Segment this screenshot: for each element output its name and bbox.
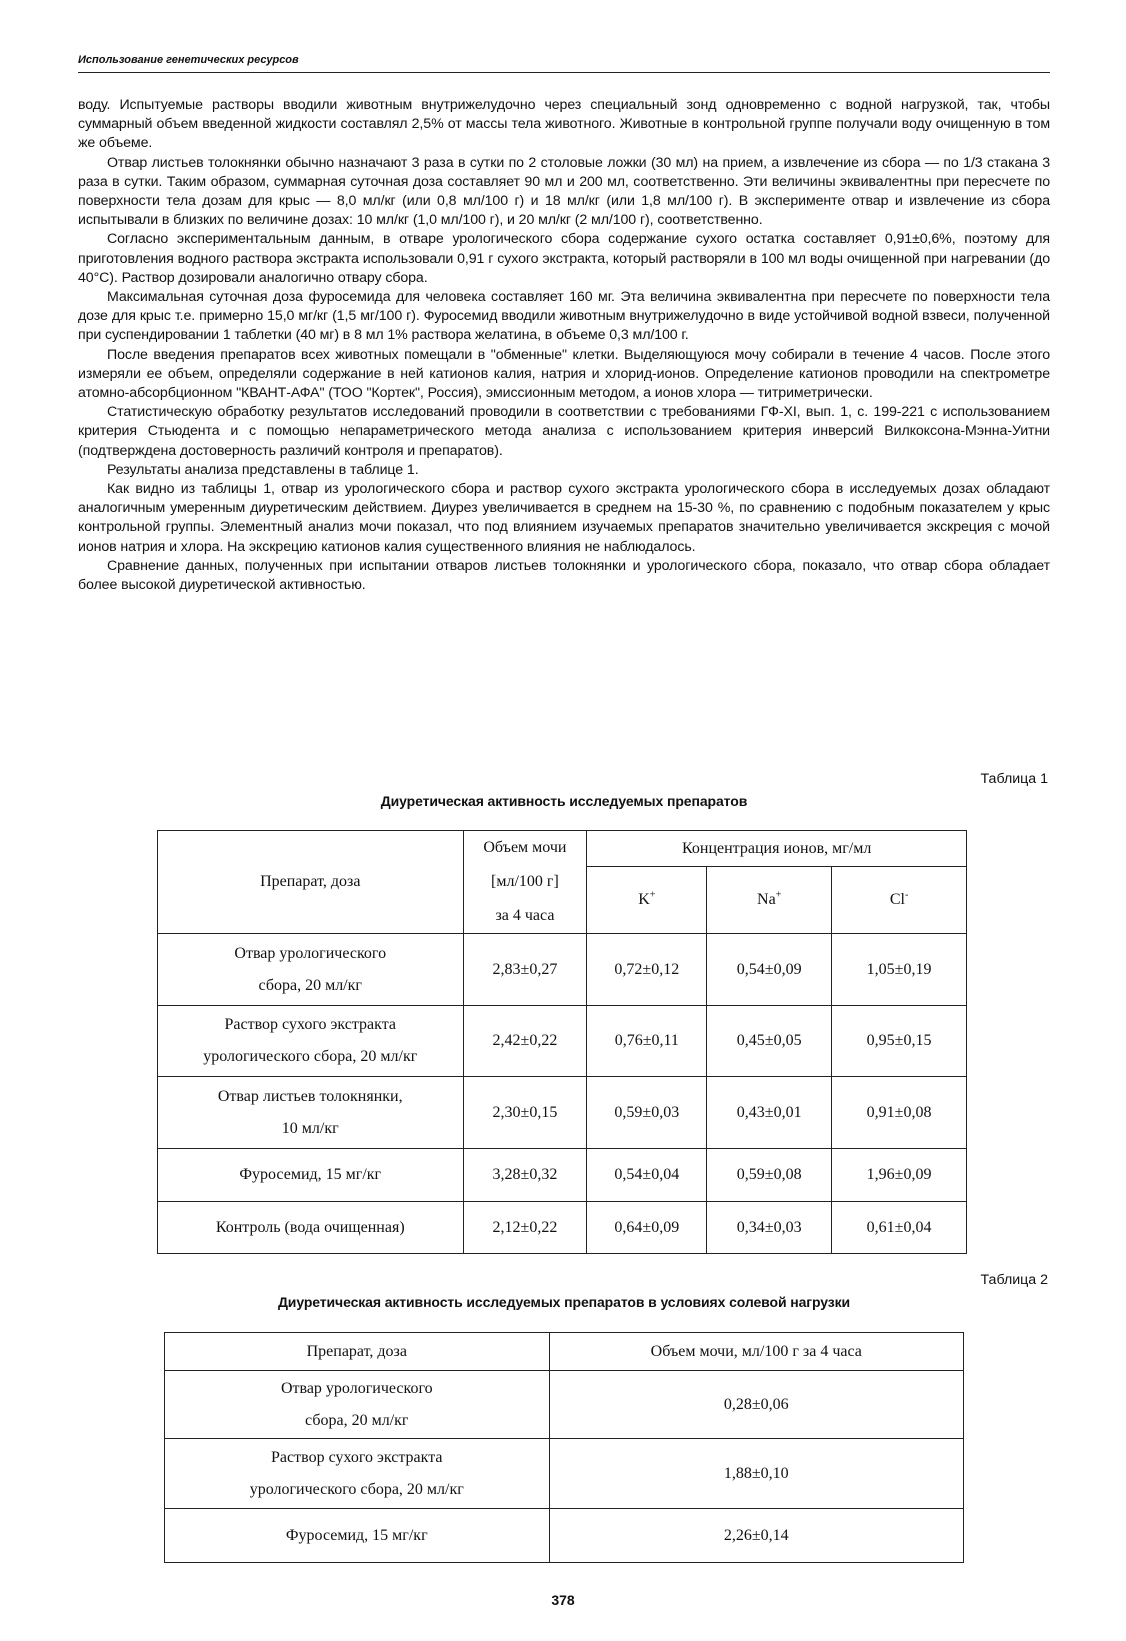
table1-cell-drug: Отвар листьев толокнянки, 10 мл/кг [158,1077,464,1149]
table1-header-cl: Cl- [832,867,967,934]
body-text [78,96,1050,595]
table1-cell-na: 0,59±0,08 [707,1149,832,1202]
table-row [158,1077,967,1149]
table2-header-drug: Препарат, доза [165,1333,550,1371]
page-number: 378 [551,1592,575,1608]
table1-cell-volume: 3,28±0,32 [463,1149,587,1202]
table1-header-na: Na+ [707,867,832,934]
table1-cell-cl: 0,91±0,08 [832,1077,967,1149]
paragraph: Максимальная суточная доза фуросемида для человека составляет 160 мг. Эта величина эквивалентна при пересчете по поверхности тела дозе для крыс т.е. примерно 15,0 мг/кг (1,5 мг/100 г). Фуросемид вводили животным внутрижелудочно в виде устойчивой водной взвеси, полученной при суспендировании 1 таблетки (40 мг) в 8 мл 1% раствора желатина, в объеме 0,3 мл/100 г. [78,289,1050,344]
table1-cell-drug: Отвар урологического сбора, 20 мл/кг [158,934,464,1006]
table1-cell-drug: Фуросемид, 15 мг/кг [158,1149,464,1202]
paragraph: Согласно экспериментальным данным, в отваре урологического сбора содержание сухого остатка составляет 0,91±0,6%, поэтому для приготовления водного раствора экстракта использовали 0,91 г сухого экстракта, который растворяли в 100 мл воды очищенной при нагревании (до 40°С). Раствор дозировали аналогично отвару сбора. [78,231,1050,286]
table2-cell-volume: 1,88±0,10 [549,1439,963,1509]
table-row [158,1006,967,1077]
table1-cell-cl: 1,05±0,19 [832,934,967,1006]
table1-cell-volume: 2,42±0,22 [463,1006,587,1077]
table1-cell-cl: 0,95±0,15 [832,1006,967,1077]
table1-cell-volume: 2,30±0,15 [463,1077,587,1149]
table-row [165,1439,964,1509]
table2-cell-volume: 2,26±0,14 [549,1509,963,1563]
paragraph: Статистическую обработку результатов исследований проводили в соответствии с требованиями ГФ-XI, вып. 1, с. 199-221 с использованием критерия Стьюдента и с помощью непараметрического метода анализа с использованием критерия инверсий Вилкоксона-Мэнна-Уитни (подтверждена достоверность различий контроля и препаратов). [78,404,1050,459]
table1-cell-na: 0,45±0,05 [707,1006,832,1077]
table1 [157,830,967,1254]
table1-header-drug: Препарат, доза [158,831,464,934]
table2-cell-volume: 0,28±0,06 [549,1371,963,1439]
table1-label: Таблица 1 [980,771,1048,787]
table1-cell-cl: 1,96±0,09 [832,1149,967,1202]
table1-cell-k: 0,64±0,09 [587,1202,707,1254]
table1-cell-k: 0,72±0,12 [587,934,707,1006]
table1-cell-drug: Раствор сухого экстракта урологического сбора, 20 мл/кг [158,1006,464,1077]
header-divider [78,72,1050,73]
table1-header-concentration: Концентрация ионов, мг/мл [587,831,967,867]
table1-cell-k: 0,76±0,11 [587,1006,707,1077]
table1-header-k: K+ [587,867,707,934]
running-header: Использование генетических ресурсов [78,54,299,66]
table1-cell-cl: 0,61±0,04 [832,1202,967,1254]
paragraph: Сравнение данных, полученных при испытании отваров листьев толокнянки и урологического сбора, показало, что отвар сбора обладает более высокой диуретической активностью. [78,557,1050,594]
table1-cell-k: 0,54±0,04 [587,1149,707,1202]
table1-cell-drug: Контроль (вода очищенная) [158,1202,464,1254]
paragraph: После введения препаратов всех животных помещали в "обменные" клетки. Выделяющуюся мочу собирали в течение 4 часов. После этого измеряли ее объем, определяли содержание в ней катионов калия, натрия и хлорид-ионов. Определение катионов проводили на спектрометре атомно-абсорбционном "КВАНТ-АФА" (ТОО "Кортек", Россия), эмиссионным методом, а ионов хлора — титриметрически. [78,346,1050,402]
table-row [158,1202,967,1254]
table-row [158,934,967,1006]
paragraph: Результаты анализа представлены в таблице 1. [107,461,419,478]
table2-cell-drug: Отвар урологического сбора, 20 мл/кг [165,1371,550,1439]
table2-label: Таблица 2 [980,1272,1048,1288]
table2-cell-drug: Раствор сухого экстракта урологического сбора, 20 мл/кг [165,1439,550,1509]
table2-title: Диуретическая активность исследуемых препаратов в условиях солевой нагрузки [277,1294,851,1310]
table1-header-volume: Объем мочи [мл/100 г] за 4 часа [463,831,587,934]
table-row [165,1509,964,1563]
table1-cell-na: 0,54±0,09 [707,934,832,1006]
table2-header-volume: Объем мочи, мл/100 г за 4 часа [549,1333,963,1371]
table-row [158,1149,967,1202]
table1-cell-k: 0,59±0,03 [587,1077,707,1149]
table1-title: Диуретическая активность исследуемых препаратов [380,793,748,809]
table2 [164,1332,964,1563]
table-row [165,1371,964,1439]
table1-cell-na: 0,34±0,03 [707,1202,832,1254]
table2-cell-drug: Фуросемид, 15 мг/кг [165,1509,550,1563]
table1-cell-volume: 2,12±0,22 [463,1202,587,1254]
table1-cell-volume: 2,83±0,27 [463,934,587,1006]
paragraph: Как видно из таблицы 1, отвар из урологического сбора и раствор сухого экстракта урологического сбора в исследуемых дозах обладают аналогичным умеренным диуретическим действием. Диурез увеличивается в среднем на 15-30 %, по сравнению с подобным показателем у крыс контрольной группы. Элементный анализ мочи показал, что под влиянием изучаемых препаратов значительно увеличивается экскреция с мочой ионов натрия и хлора. На экскрецию катионов калия существенного влияния не наблюдалось. [78,481,1050,555]
paragraph: Отвар листьев толокнянки обычно назначают 3 раза в сутки по 2 столовые ложки (30 мл) на прием, а извлечение из сбора — по 1/3 стакана 3 раза в сутки. Таким образом, суммарная суточная доза составляет 90 мл и 200 мл, соответственно. Эти величины эквивалентны при пересчете по поверхности тела дозам для крыс — 8,0 мл/кг (или 0,8 мл/100 г) и 18 мл/кг (или 1,8 мл/100 г). В эксперименте отвар и извлечение из сбора испытывали в близких по величине дозах: 10 мл/кг (1,0 мл/100 г), и 20 мл/кг (2 мл/100 г), соответственно. [78,154,1050,229]
table1-cell-na: 0,43±0,01 [707,1077,832,1149]
paragraph: воду. Испытуемые растворы вводили животным внутрижелудочно через специальный зонд одновременно с водной нагрузкой, так, чтобы суммарный объем введенной жидкости составлял 2,5% от массы тела животного. Животные в контрольной группе получали воду очищенную в том же объеме. [78,97,1050,152]
